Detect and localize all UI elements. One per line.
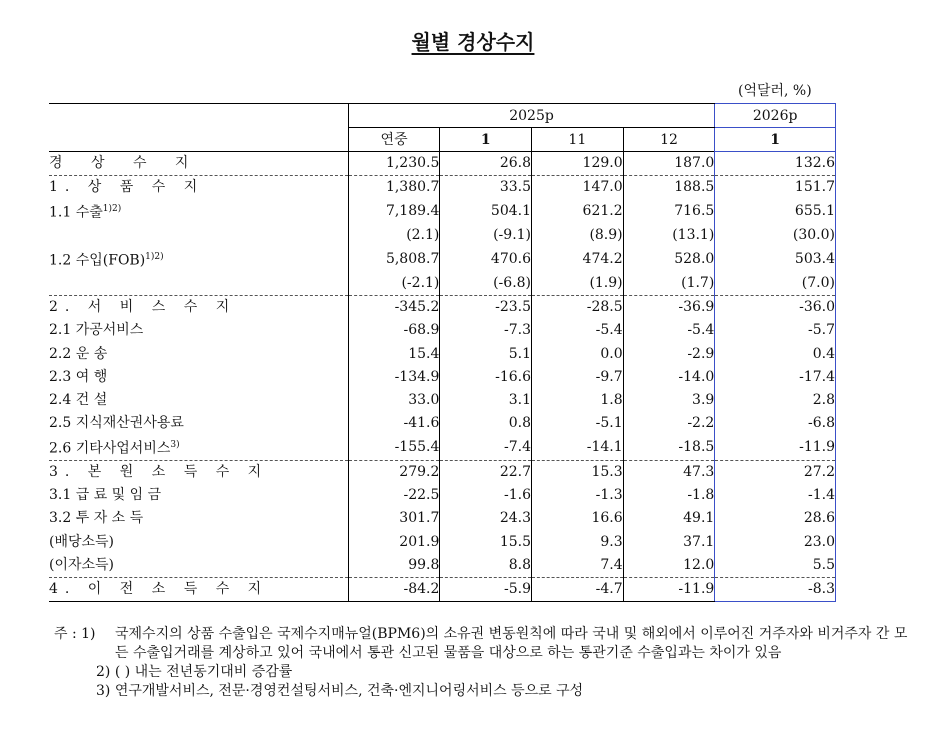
cell-2026-m1: 2.8 xyxy=(715,389,836,412)
table-row xyxy=(49,412,836,435)
row-label: 1.2 수입(FOB)$^{1)2)}$ xyxy=(49,252,164,269)
row-label: 3.2 투 자 소 득 xyxy=(49,510,144,527)
table-row xyxy=(49,577,836,601)
cell-month: -11.9 xyxy=(623,577,715,601)
cell-month: 1.8 xyxy=(532,389,624,412)
cell-2026-m1: 28.6 xyxy=(715,507,836,530)
cell-month: 47.3 xyxy=(623,460,715,484)
col-header-month: 12 xyxy=(623,128,715,152)
cell-annual: (2.1) xyxy=(348,224,440,247)
cell-month: 147.0 xyxy=(532,176,624,200)
table-row xyxy=(49,176,836,200)
cell-month: -14.0 xyxy=(623,366,715,389)
footnote-marker: 1)2) xyxy=(102,204,122,215)
cell-2026-m1: 503.4 xyxy=(715,247,836,272)
cell-annual: -84.2 xyxy=(348,577,440,601)
table-row xyxy=(49,460,836,484)
cell-month: (13.1) xyxy=(623,224,715,247)
cell-2026-m1: (30.0) xyxy=(715,224,836,247)
table-row xyxy=(49,247,836,272)
cell-month: 26.8 xyxy=(440,152,532,176)
cell-annual: -345.2 xyxy=(348,296,440,320)
cell-month: -1.3 xyxy=(532,484,624,507)
footnote-marker: 3) xyxy=(170,440,180,451)
footnote-1: 국제수지의 상품 수출입은 국제수지매뉴얼(BPM6)의 소유권 변동원칙에 따라 국내 및 해외에서 이루어진 거주자와 비거주자 간 모든 수출입거래를 계상하고 있어 국내에서 통관 신고된 물품을 대상으로 하는 통관기준 수출입과는 차이가 있음 xyxy=(115,626,908,661)
cell-month: 15.5 xyxy=(440,530,532,553)
cell-month: -36.9 xyxy=(623,296,715,320)
row-label xyxy=(49,224,348,247)
cell-month: -2.9 xyxy=(623,342,715,365)
cell-month: -1.8 xyxy=(623,484,715,507)
cell-month: -4.7 xyxy=(532,577,624,601)
cell-annual: 1,380.7 xyxy=(348,176,440,200)
row-label: (이자소득) xyxy=(49,556,115,573)
row-label: 경 상 수 지 xyxy=(49,152,348,176)
cell-2026-m1: -36.0 xyxy=(715,296,836,320)
row-label: 3. 본 원 소 득 수 지 xyxy=(49,460,348,484)
cell-month: 8.8 xyxy=(440,554,532,578)
footnote-prefix: 주 : 1) xyxy=(54,626,96,642)
cell-2026-m1: 655.1 xyxy=(715,199,836,224)
cell-month: 0.8 xyxy=(440,412,532,435)
cell-month: 716.5 xyxy=(623,199,715,224)
cell-month: -18.5 xyxy=(623,435,715,460)
table-row xyxy=(49,366,836,389)
cell-2026-m1: 0.4 xyxy=(715,342,836,365)
cell-month: 129.0 xyxy=(532,152,624,176)
cell-annual: 301.7 xyxy=(348,507,440,530)
cell-month: 22.7 xyxy=(440,460,532,484)
cell-month: -7.4 xyxy=(440,435,532,460)
cell-2026-m1: -17.4 xyxy=(715,366,836,389)
col-header-month: 11 xyxy=(532,128,624,152)
cell-month: 621.2 xyxy=(532,199,624,224)
cell-annual: -41.6 xyxy=(348,412,440,435)
cell-2026-m1: 27.2 xyxy=(715,460,836,484)
row-label: 2.6 기타사업서비스$^{3)}$ xyxy=(49,440,180,457)
cell-month: -5.4 xyxy=(623,319,715,342)
cell-month: 188.5 xyxy=(623,176,715,200)
row-label: 2.3 여 행 xyxy=(49,368,108,385)
table-row xyxy=(49,296,836,320)
cell-month: 528.0 xyxy=(623,247,715,272)
table-row xyxy=(49,152,836,176)
cell-2026-m1: 151.7 xyxy=(715,176,836,200)
cell-month: 504.1 xyxy=(440,199,532,224)
cell-annual: -22.5 xyxy=(348,484,440,507)
table-row xyxy=(49,342,836,365)
row-label: 2.4 건 설 xyxy=(49,391,108,408)
cell-month: -5.4 xyxy=(532,319,624,342)
cell-month: -14.1 xyxy=(532,435,624,460)
cell-month: (1.7) xyxy=(623,272,715,296)
row-label: 4. 이 전 소 득 수 지 xyxy=(49,577,348,601)
cell-annual: 279.2 xyxy=(348,460,440,484)
cell-month: 0.0 xyxy=(532,342,624,365)
table-row xyxy=(49,507,836,530)
row-label: 1.1 수출$^{1)2)}$ xyxy=(49,204,122,222)
footnote-2: 2) ( ) 내는 전년동기대비 증감률 xyxy=(96,664,293,680)
table-row xyxy=(49,199,836,224)
cell-annual: 201.9 xyxy=(348,530,440,553)
cell-2026-m1: -8.3 xyxy=(715,577,836,601)
year-header-2026: 2026p xyxy=(715,104,836,128)
row-label: 2. 서 비 스 수 지 xyxy=(49,296,348,320)
cell-2026-m1: -6.8 xyxy=(715,412,836,435)
cell-2026-m1: (7.0) xyxy=(715,272,836,296)
cell-annual: 15.4 xyxy=(348,342,440,365)
footnote-marker: 1)2) xyxy=(145,252,164,263)
unit-label: (억달러, %) xyxy=(738,83,812,99)
table-row xyxy=(49,389,836,412)
year-header-2025: 2025p xyxy=(348,104,715,128)
cell-2026-m1: 5.5 xyxy=(715,554,836,578)
cell-month: -5.9 xyxy=(440,577,532,601)
cell-month: 12.0 xyxy=(623,554,715,578)
table-row xyxy=(49,530,836,553)
cell-month: -9.7 xyxy=(532,366,624,389)
row-label: 2.1 가공서비스 xyxy=(49,322,144,339)
footnote-3: 3) 연구개발서비스, 전문·경영컨설팅서비스, 건축·엔지니어링서비스 등으로 구성 xyxy=(96,683,584,699)
col-header-month-2026: 1 xyxy=(715,128,836,152)
cell-month: -23.5 xyxy=(440,296,532,320)
table-row xyxy=(49,484,836,507)
cell-month: (1.9) xyxy=(532,272,624,296)
cell-2026-m1: -1.4 xyxy=(715,484,836,507)
cell-month: 3.9 xyxy=(623,389,715,412)
cell-annual: 7,189.4 xyxy=(348,199,440,224)
cell-2026-m1: 23.0 xyxy=(715,530,836,553)
cell-month: -5.1 xyxy=(532,412,624,435)
cell-annual: -68.9 xyxy=(348,319,440,342)
cell-2026-m1: -11.9 xyxy=(715,435,836,460)
cell-month: 187.0 xyxy=(623,152,715,176)
cell-month: -1.6 xyxy=(440,484,532,507)
cell-annual: -155.4 xyxy=(348,435,440,460)
balance-of-payments-table xyxy=(49,103,836,602)
table-row xyxy=(49,554,836,578)
cell-month: (-9.1) xyxy=(440,224,532,247)
row-label: 1. 상 품 수 지 xyxy=(49,176,348,200)
cell-2026-m1: 132.6 xyxy=(715,152,836,176)
row-label xyxy=(49,272,348,296)
cell-annual: 33.0 xyxy=(348,389,440,412)
cell-month: 7.4 xyxy=(532,554,624,578)
table-row xyxy=(49,272,836,296)
cell-annual: 5,808.7 xyxy=(348,247,440,272)
cell-month: (8.9) xyxy=(532,224,624,247)
cell-month: 5.1 xyxy=(440,342,532,365)
col-header-annual: 연중 xyxy=(348,128,440,152)
cell-month: -2.2 xyxy=(623,412,715,435)
col-header-month: 1 xyxy=(440,128,532,152)
table-row xyxy=(49,435,836,460)
cell-month: 3.1 xyxy=(440,389,532,412)
cell-month: 474.2 xyxy=(532,247,624,272)
cell-month: -16.6 xyxy=(440,366,532,389)
cell-annual: 99.8 xyxy=(348,554,440,578)
row-label: 2.2 운 송 xyxy=(49,345,108,362)
cell-month: 9.3 xyxy=(532,530,624,553)
page-title: 월별 경상수지 xyxy=(411,30,535,54)
cell-2026-m1: -5.7 xyxy=(715,319,836,342)
cell-month: 37.1 xyxy=(623,530,715,553)
cell-month: 16.6 xyxy=(532,507,624,530)
table-row xyxy=(49,224,836,247)
cell-month: -28.5 xyxy=(532,296,624,320)
cell-month: 24.3 xyxy=(440,507,532,530)
cell-annual: 1,230.5 xyxy=(348,152,440,176)
cell-annual: -134.9 xyxy=(348,366,440,389)
cell-annual: (-2.1) xyxy=(348,272,440,296)
cell-month: (-6.8) xyxy=(440,272,532,296)
row-label: 3.1 급 료 및 임 금 xyxy=(49,487,162,504)
footnotes xyxy=(54,625,915,701)
cell-month: -7.3 xyxy=(440,319,532,342)
cell-month: 33.5 xyxy=(440,176,532,200)
row-label: 2.5 지식재산권사용료 xyxy=(49,415,184,432)
table-row xyxy=(49,319,836,342)
cell-month: 15.3 xyxy=(532,460,624,484)
row-label: (배당소득) xyxy=(49,533,115,550)
cell-month: 49.1 xyxy=(623,507,715,530)
cell-month: 470.6 xyxy=(440,247,532,272)
